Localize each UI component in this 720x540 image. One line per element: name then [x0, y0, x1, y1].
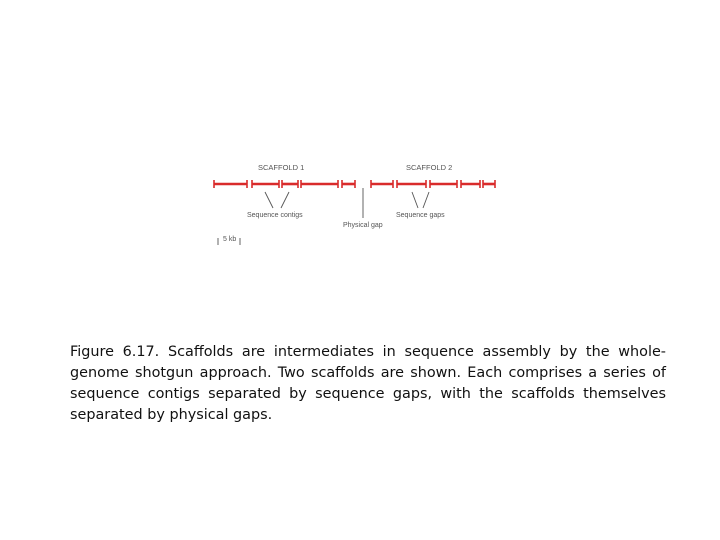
sequence-contig	[282, 180, 298, 188]
sequence-contig	[430, 180, 457, 188]
figure-caption: Figure 6.17. Scaffolds are intermediates in sequence assembly by the whole-genome shotgun approach. Two scaffolds are shown. Each comprises a series of sequence contigs separated by sequence gaps, with the scaffolds themselves separated by physical gaps.	[70, 344, 666, 423]
sequence-contig	[397, 180, 426, 188]
scaffold-1-label: SCAFFOLD 1	[258, 163, 305, 172]
sequence-contigs-label: Sequence contigs	[247, 212, 303, 219]
scaffold-2	[371, 180, 495, 188]
sequence-contig	[483, 180, 495, 188]
physical-gap-label: Physical gap	[343, 222, 383, 229]
sequence-contig	[371, 180, 393, 188]
sequence-contig	[301, 180, 338, 188]
sequence-gaps-pointer	[412, 192, 429, 208]
sequence-contig	[342, 180, 355, 188]
sequence-contig	[252, 180, 279, 188]
sequence-contig	[214, 180, 247, 188]
scaffold-1	[214, 180, 355, 188]
sequence-contig	[461, 180, 480, 188]
sequence-gaps-label: Sequence gaps	[396, 212, 445, 219]
scale-label: 5 kb	[223, 236, 237, 243]
scaffold-2-label: SCAFFOLD 2	[406, 163, 453, 172]
sequence-contigs-pointer	[265, 192, 289, 208]
